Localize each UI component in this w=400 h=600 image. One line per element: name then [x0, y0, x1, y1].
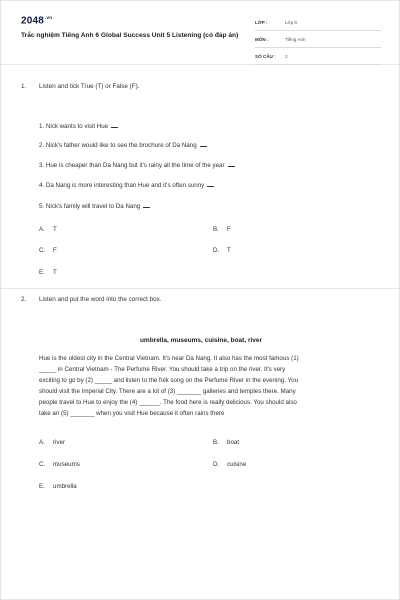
- passage-line: _____ in Central Vietnam - The Perfume River. You should take a trip on the river. It's very: [39, 366, 286, 374]
- statement-text: 3. Hue is cheaper than Da Nang but it's rainy all the time of the year: [39, 162, 225, 169]
- option-text: cuisine: [227, 461, 247, 468]
- option-letter: A.: [39, 226, 45, 233]
- answer-option-e[interactable]: [39, 483, 77, 490]
- answer-option-d[interactable]: [213, 247, 231, 254]
- question-number: 2.: [21, 296, 27, 303]
- answer-option-c[interactable]: [39, 461, 80, 468]
- passage-line: Hue is the oldest city in the Central Vietnam. It's near Da Nang. It also has the most famous (1): [39, 355, 299, 362]
- question-2: [21, 296, 381, 306]
- meta-row-subject: [255, 34, 381, 48]
- list-item: [39, 203, 150, 210]
- option-text: boat: [227, 439, 240, 446]
- statement-text: 1. Nick wants to visit Hue: [39, 123, 109, 130]
- list-item: [39, 162, 235, 169]
- passage-line: people travel to Hue to enjoy the (4) ______. The food here is really delicious. You should also: [39, 399, 297, 407]
- answer-blank: [111, 127, 118, 128]
- meta-row-question-count: [255, 51, 381, 65]
- answer-option-d[interactable]: [213, 461, 246, 468]
- option-text: T: [53, 226, 57, 233]
- option-letter: C.: [39, 247, 46, 254]
- option-letter: E.: [39, 269, 45, 276]
- document-title: Trắc nghiệm Tiếng Anh 6 Global Success Unit 5 Listening (có đáp án): [21, 32, 239, 39]
- option-text: umbrella: [53, 483, 77, 490]
- question-divider: [1, 288, 400, 289]
- answer-option-a[interactable]: [39, 439, 65, 446]
- question-number: 1.: [21, 83, 27, 90]
- meta-value: Tiếng Anh: [285, 37, 306, 42]
- list-item: [39, 182, 214, 189]
- passage-line: should visit the Imperial City. There are a lot of (3) _______ galleries and temples there. Many: [39, 388, 296, 396]
- logo-suffix: .vn: [45, 15, 53, 20]
- passage-line: exciting to go by (2) _____ and listen to the folk song on the Perfume River in the evening. You: [39, 377, 299, 385]
- logo-text: 2048: [21, 15, 45, 27]
- statement-text: 2. Nick's father would like to see the brochure of Da Nang: [39, 142, 197, 149]
- answer-blank: [143, 207, 150, 208]
- option-text: T: [227, 247, 231, 254]
- question-prompt: Listen and put the word into the correct box.: [39, 296, 162, 303]
- meta-label: MÔN :: [255, 37, 269, 42]
- option-text: F: [227, 226, 231, 233]
- option-text: T: [53, 269, 57, 276]
- option-text: museums: [53, 461, 80, 468]
- list-item: [39, 123, 118, 130]
- meta-value: 2: [285, 54, 288, 59]
- answer-blank: [207, 186, 214, 187]
- answer-option-c[interactable]: [39, 247, 57, 254]
- site-logo[interactable]: [21, 15, 52, 26]
- option-letter: D.: [213, 247, 220, 254]
- list-item: [39, 142, 207, 149]
- option-text: river: [53, 439, 66, 446]
- option-letter: D.: [213, 461, 220, 468]
- meta-value: Lớp 6: [285, 20, 297, 25]
- answer-option-e[interactable]: [39, 269, 57, 276]
- statement-text: 5. Nick's family will travel to Da Nang: [39, 203, 141, 210]
- option-letter: C.: [39, 461, 46, 468]
- reading-passage: [39, 353, 381, 420]
- meta-row-grade: [255, 17, 381, 31]
- answer-blank: [228, 166, 235, 167]
- meta-label: LỚP :: [255, 20, 268, 25]
- answer-option-a[interactable]: [39, 226, 57, 233]
- passage-line: take an (5) _______ when you visit Hue because it often rains there: [39, 410, 225, 418]
- answer-blank: [200, 146, 207, 147]
- meta-label: SỐ CÂU :: [255, 54, 276, 59]
- word-bank: umbrella, museums, cuisine, boat, river: [139, 337, 263, 344]
- question-prompt: Listen and tick True (T) or False (F).: [39, 83, 140, 90]
- question-1: [21, 83, 381, 93]
- statement-list: [39, 123, 369, 213]
- statement-text: 4. Da Nang is more interesting than Hue and it's often sunny: [39, 182, 205, 189]
- answer-option-b[interactable]: [213, 226, 231, 233]
- option-letter: A.: [39, 439, 45, 446]
- document-header: [1, 1, 400, 65]
- option-letter: B.: [213, 226, 219, 233]
- option-text: F: [53, 247, 57, 254]
- option-letter: B.: [213, 439, 219, 446]
- option-letter: E.: [39, 483, 45, 490]
- answer-option-b[interactable]: [213, 439, 239, 446]
- document-meta: [255, 17, 381, 68]
